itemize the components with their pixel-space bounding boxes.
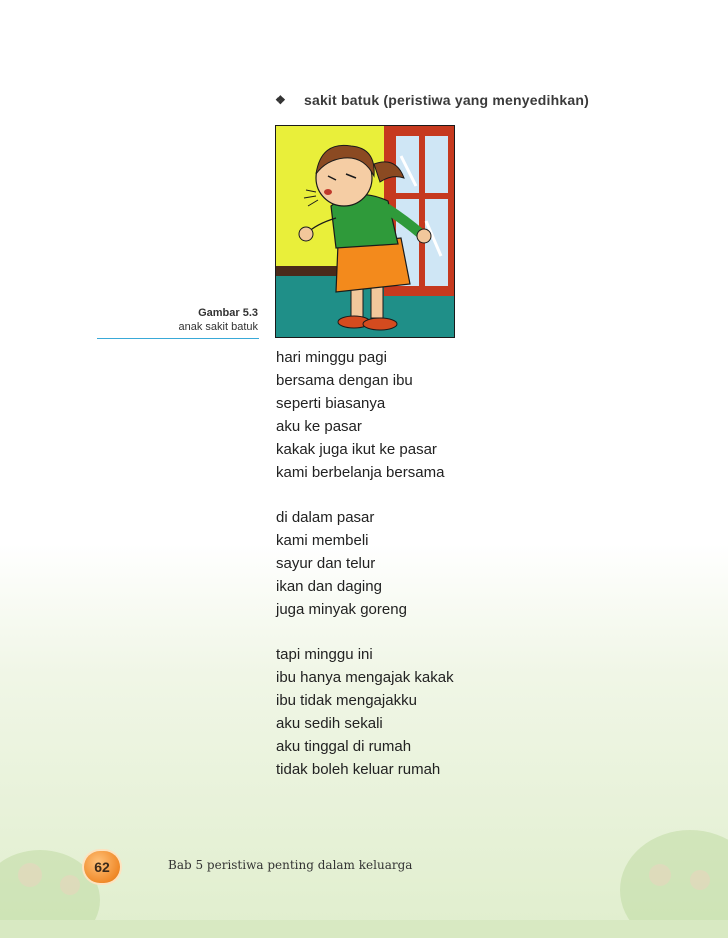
poem-line: di dalam pasar [276, 509, 375, 526]
poem-line: seperti biasanya [276, 395, 386, 412]
poem-line: aku tinggal di rumah [276, 738, 412, 755]
section-heading-text: sakit batuk (peristiwa yang menyedihkan) [303, 92, 589, 108]
poem-line: aku sedih sekali [276, 715, 383, 732]
poem-line: hari minggu pagi [276, 349, 387, 366]
diamond-bullet-icon: ❖ [275, 93, 286, 107]
poem-line: tidak boleh keluar rumah [276, 761, 441, 778]
poem-line: kakak juga ikut ke pasar [276, 441, 437, 458]
section-heading [275, 92, 715, 108]
figure-illustration [275, 125, 455, 338]
poem-line: ikan dan daging [276, 578, 382, 595]
chapter-footer: Bab 5 peristiwa penting dalam keluarga [168, 858, 413, 872]
poem-line: juga minyak goreng [276, 601, 407, 618]
poem [276, 346, 576, 803]
poem-line: bersama dengan ibu [276, 372, 413, 389]
poem-line: tapi minggu ini [276, 646, 373, 663]
figure-caption-text: anak sakit batuk [178, 321, 258, 333]
poem-stanza-2 [276, 506, 576, 621]
page-number-badge [84, 851, 120, 883]
girl-coughing-icon [276, 126, 454, 337]
poem-line: ibu tidak mengajakku [276, 692, 417, 709]
figure-label: Gambar 5.3 [198, 307, 258, 319]
poem-line: kami membeli [276, 532, 369, 549]
page-number: 62 [94, 859, 110, 875]
poem-line: aku ke pasar [276, 418, 362, 435]
poem-stanza-3 [276, 643, 576, 781]
poem-line: kami berbelanja bersama [276, 464, 445, 481]
poem-line: sayur dan telur [276, 555, 376, 572]
poem-stanza-1 [276, 346, 576, 484]
caption-divider [97, 338, 259, 339]
poem-line: ibu hanya mengajak kakak [276, 669, 454, 686]
figure-caption [98, 306, 258, 335]
